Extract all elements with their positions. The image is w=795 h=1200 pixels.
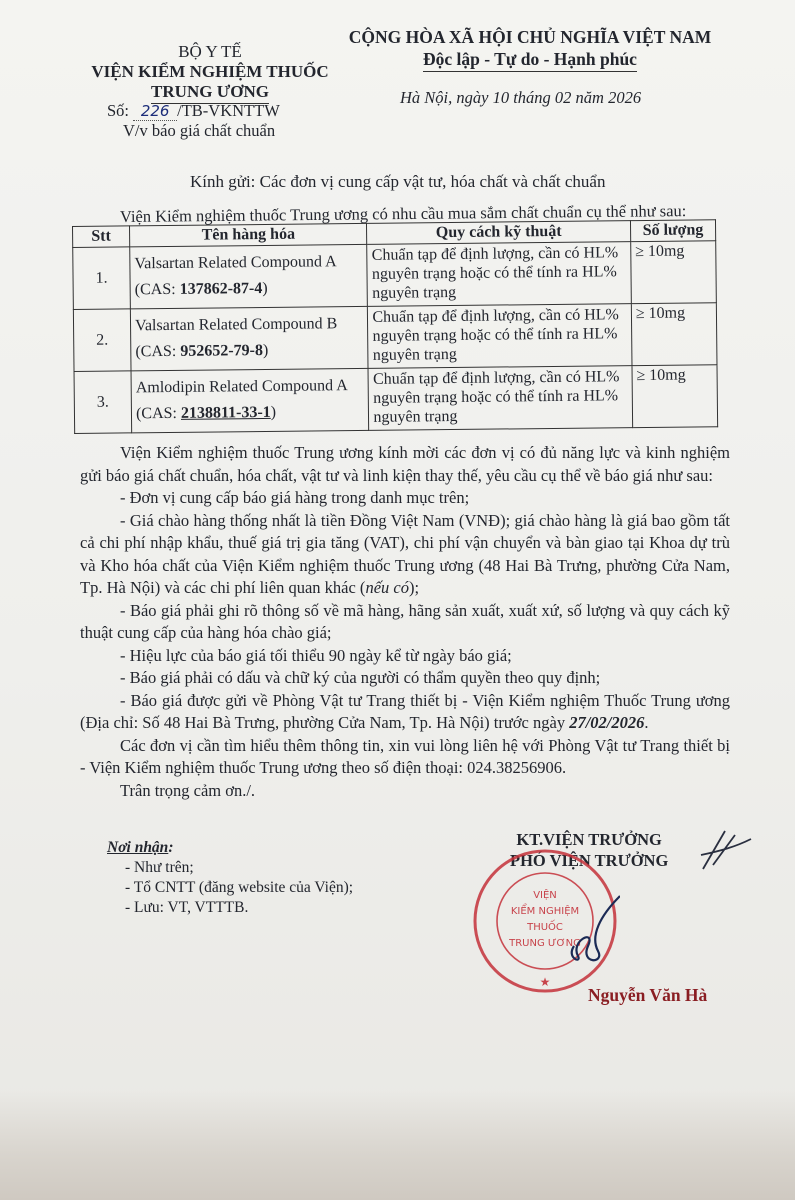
row-cas-number: 2138811-33-1 (180, 403, 271, 422)
subject-line: V/v báo giá chất chuẩn (123, 121, 276, 140)
row-stt: 1. (73, 247, 131, 310)
requirement-item: - Báo giá phải có dấu và chữ ký của người có thẩm quyền theo quy định; (120, 668, 601, 687)
closing-line: Trân trọng cảm ơn./. (120, 780, 256, 800)
signature-role-2: PHÓ VIỆN TRƯỞNG (510, 851, 669, 870)
deadline-date: 27/02/2026 (569, 713, 645, 732)
national-motto: Độc lập - Tự do - Hạnh phúc (423, 48, 637, 72)
row-name-cell (130, 244, 368, 308)
row-qty: ≥ 10mg (631, 241, 717, 304)
table-row (74, 365, 718, 434)
row-cas-number: 952652-79-8 (180, 342, 264, 360)
page-shadow (0, 1090, 795, 1200)
stamp-line-2: KIỂM NGHIỆM (510, 906, 580, 917)
doc-no-label: Số: (107, 101, 130, 120)
greeting: Kính gửi: Các đơn vị cung cấp vật tư, hóa chất và chất chuẩn (190, 172, 606, 191)
body-paragraph: Viện Kiểm nghiệm thuốc Trung ương kính mời các đơn vị có đủ năng lực và kinh nghiệm gửi báo giá chất chuẩn, hóa chất, vật tư và linh kiện thay thế, yêu cầu cụ thể về báo giá như sau: (80, 443, 730, 485)
recipient-item: - Như trên; (125, 859, 194, 876)
emphasis-text: nếu có (365, 578, 409, 597)
requirement-item: - Đơn vị cung cấp báo giá hàng trong danh mục trên; (120, 488, 470, 507)
signer-name: Nguyễn Văn Hà (588, 985, 708, 1005)
institute-name: VIỆN KIỂM NGHIỆM THUỐC (91, 62, 329, 81)
body-content (80, 442, 730, 802)
table-row (73, 303, 717, 372)
initial-mark-icon (695, 825, 755, 875)
requirement-item: - Giá chào hàng thống nhất là tiền Đồng Việt Nam (VNĐ); giá chào hàng là giá bao gồm tất cả chi phí nhập khẩu, thuế giá trị gia tăng (VAT), chi phí vận chuyển và bàn giao tại Khoa dự trù và Kho hóa chất của Viện Kiểm nghiệm thuốc Trung ương (48 Hai Bà Trưng, phường Cửa Nam, Tp. Hà Nội) và các chi phí liên quan khác (nếu có); (80, 510, 730, 597)
institute-name-line2: TRUNG ƯƠNG (151, 82, 269, 104)
row-cas-number: 137862-87-4 (179, 280, 263, 298)
table-row (73, 241, 717, 310)
stamp-star-icon: ★ (539, 975, 551, 989)
row-cas: (CAS: 137862-87-4) (134, 279, 268, 299)
row-name-cell (130, 306, 368, 370)
recipients-block: Nơi nhận: - Như trên; - Tổ CNTT (đăng website của Viện); - Lưu: VT, VTTTB. (107, 839, 354, 916)
row-name: Amlodipin Related Compound A (135, 377, 348, 397)
row-stt: 2. (73, 309, 131, 372)
signature-role-1: KT.VIỆN TRƯỞNG (516, 830, 662, 849)
col-name: Tên hàng hóa (130, 223, 368, 246)
stamp-line-1: VIỆN (533, 890, 557, 901)
row-spec: Chuẩn tạp để định lượng, cần có HL% nguyên trạng hoặc có thể tính ra HL% nguyên trạng (368, 366, 632, 431)
stamp-line-4: TRUNG ƯƠNG (509, 938, 581, 949)
ministry-name: BỘ Y TẾ (178, 42, 242, 61)
row-cas: (CAS: 952652-79-8) (135, 341, 269, 361)
issuer-block (60, 42, 360, 104)
col-stt: Stt (73, 226, 130, 248)
col-qty: Số lượng (630, 220, 715, 242)
row-qty: ≥ 10mg (632, 365, 718, 428)
row-name-cell (131, 368, 369, 432)
row-name: Valsartan Related Compound A (134, 253, 337, 273)
doc-no-handwritten: 226 (133, 102, 177, 121)
contact-paragraph: Các đơn vị cần tìm hiểu thêm thông tin, xin vui lòng liên hệ với Phòng Vật tư Trang thiết bị - Viện Kiểm nghiệm thuốc Trung ương theo số điện thoại: 024.38256906. (80, 735, 730, 777)
row-spec: Chuẩn tạp để định lượng, cần có HL% nguyên trạng hoặc có thể tính ra HL% nguyên trạng (367, 242, 631, 307)
row-stt: 3. (74, 371, 132, 434)
document-number (107, 101, 280, 121)
requirement-item: - Báo giá được gửi về Phòng Vật tư Trang thiết bị - Viện Kiểm nghiệm Thuốc Trung ương (Địa chỉ: Số 48 Hai Bà Trưng, phường Cửa Nam, Tp. Hà Nội) trước ngày 27/02/2026. (80, 690, 730, 732)
official-stamp (470, 846, 620, 996)
requirement-item: - Báo giá phải ghi rõ thông số về mã hàng, hãng sản xuất, xuất xứ, số lượng và quy cách kỹ thuật cung cấp của hàng hóa chào giá; (80, 600, 730, 642)
country-name: CỘNG HÒA XÃ HỘI CHỦ NGHĨA VIỆT NAM (348, 27, 712, 47)
items-table (72, 219, 718, 434)
row-name: Valsartan Related Compound B (135, 315, 338, 335)
recipient-item: - Tổ CNTT (đăng website của Viện); (125, 879, 354, 896)
row-spec: Chuẩn tạp để định lượng, cần có HL% nguyên trạng hoặc có thể tính ra HL% nguyên trạng (368, 304, 632, 369)
col-spec: Quy cách kỹ thuật (367, 221, 631, 245)
doc-no-suffix: /TB-VKNTTW (177, 101, 280, 120)
recipients-title: Nơi nhận (107, 839, 169, 856)
intro-text: Viện Kiểm nghiệm thuốc Trung ương có nhu cầu mua sắm chất chuẩn cụ thể như sau: (119, 201, 687, 226)
issue-date: Hà Nội, ngày 10 tháng 02 năm 2026 (400, 88, 642, 107)
row-qty: ≥ 10mg (631, 303, 717, 366)
row-cas: (CAS: 2138811-33-1) (135, 403, 277, 423)
recipient-item: - Lưu: VT, VTTTB. (125, 899, 249, 916)
national-header (330, 26, 730, 72)
requirement-item: - Hiệu lực của báo giá tối thiểu 90 ngày kể từ ngày báo giá; (120, 645, 512, 665)
stamp-line-3: THUỐC (527, 922, 563, 933)
